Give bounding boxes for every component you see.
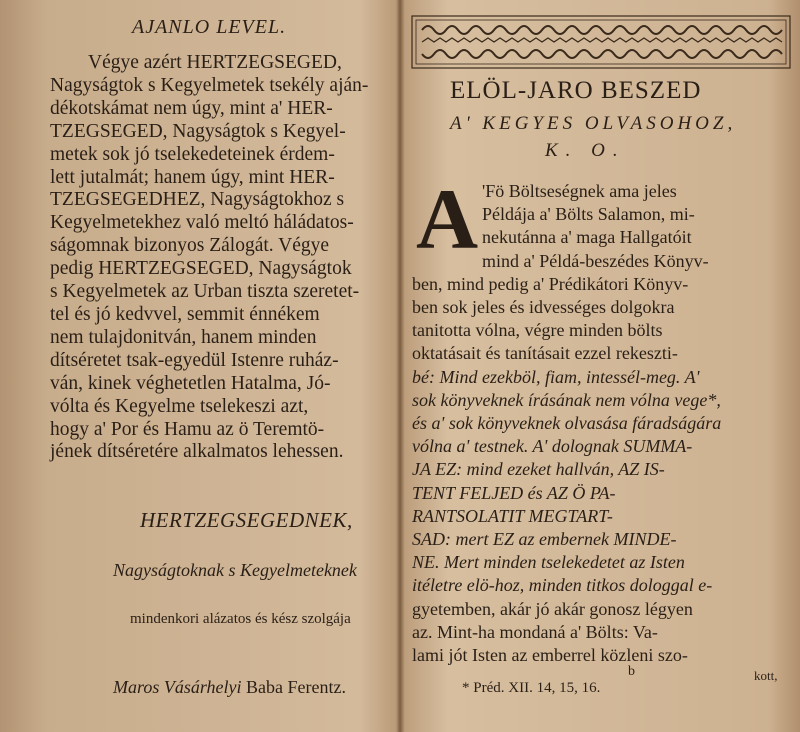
- text-line: dékotskámat nem úgy, mint a' HER-: [50, 97, 333, 119]
- text-line: 'Fö Böltseségnek ama jeles: [482, 181, 677, 201]
- text-line: vólta és Kegyelme tselekeszi azt,: [50, 395, 309, 417]
- text-line: és a' sok könyveknek olvasása fáradságára: [412, 413, 722, 434]
- dedication-text: [50, 52, 393, 464]
- addressee-line-2: Nagyságtoknak s Kegyelmeteknek: [113, 560, 357, 580]
- text-line: Nagyságtok s Kegyelmetek tsekély aján-: [50, 74, 369, 96]
- text-line: TZEGSEGEDHEZ, Nagyságtokhoz s: [50, 189, 345, 211]
- text-line: TZEGSEGED, Nagyságtok s Kegyel-: [50, 120, 346, 142]
- text-line: mind a' Példá-beszédes Könyv-: [482, 250, 709, 271]
- text-line: Példája a' Bölts Salamon, mi-: [482, 204, 695, 225]
- place-name: Maros Vásárhelyi: [113, 677, 242, 697]
- text-line: nem tulajdonitván, hanem minden: [50, 326, 317, 348]
- text-line: nekutánna a' maga Hallgatóit: [482, 227, 692, 248]
- text-line: az. Mint-ha mondaná a' Bölts: Va-: [412, 621, 658, 642]
- text-line: vólna a' testnek. A' dolognak SUMMA-: [412, 436, 693, 457]
- text-line: JA EZ: mind ezeket hallván, AZ IS-: [412, 459, 665, 480]
- catchword: kott,: [754, 668, 778, 683]
- preface-text: [412, 180, 794, 667]
- text-line: ben, mind pedig a' Prédikátori Könyv-: [412, 273, 689, 294]
- text-line: gyetemben, akár jó akár gonosz légyen: [412, 598, 693, 619]
- addressee: HERTZEGSEGEDNEK,: [140, 508, 353, 532]
- text-line: lami jót Isten az emberrel közleni szo-: [412, 645, 688, 666]
- text-line: sok könyveknek írásának nem vólna vege*,: [412, 389, 721, 410]
- ornament-header-icon: [410, 14, 792, 70]
- page-subtitle: A' KEGYES OLVASOHOZ,: [450, 113, 737, 134]
- text-line: dítséretet tsak-egyedül Istenre ruház-: [50, 349, 339, 371]
- text-line: itéletre elö-hoz, minden titkos dologgal e-: [412, 575, 713, 596]
- signature-line: [113, 677, 346, 698]
- text-line: s Kegyelmetek az Urban tiszta szeretet-: [50, 281, 360, 303]
- drop-cap: A: [416, 171, 479, 267]
- text-line: jének dítséretére alkalmatos lehessen.: [50, 441, 344, 463]
- text-line: bé: Mind ezekböl, fiam, intessél-meg. A': [412, 366, 700, 387]
- text-line: NE. Mert minden tselekedetet az Isten: [412, 552, 685, 573]
- text-line: tanitotta vólna, végre minden bölts: [412, 320, 663, 341]
- text-line: RANTSOLATIT MEGTART-: [412, 505, 613, 526]
- servant-line: mindenkori alázatos és kész szolgája: [130, 611, 351, 627]
- signature-mark: b: [628, 664, 635, 679]
- page-title: ELÖL-JARO BESZED: [450, 77, 702, 104]
- text-line: oktatásait és tanításait ezzel rekeszti-: [412, 343, 678, 364]
- page-subtitle-2: K. O.: [545, 140, 626, 161]
- text-line: ván, kinek véghetetlen Hatalma, Jó-: [50, 372, 331, 394]
- text-line: metek sok jó tselekedeteinek érdem-: [50, 143, 335, 165]
- text-line: pedig HERTZEGSEGED, Nagyságtok: [50, 258, 352, 280]
- text-line: lett jutalmát; hanem úgy, mint HER-: [50, 166, 335, 188]
- text-line: Kegyelmetekhez való meltó háládatos-: [50, 212, 354, 234]
- text-line: ságomnak bizonyos Zálogát. Végye: [50, 235, 330, 257]
- text-line: ben sok jeles és idvességes dolgokra: [412, 297, 675, 318]
- running-head: AJANLO LEVEL.: [132, 16, 287, 38]
- text-line: hogy a' Por és Hamu az ö Teremtö-: [50, 418, 325, 440]
- text-line: Végye azért HERTZEGSEGED,: [88, 52, 342, 73]
- signer-name: Baba Ferentz.: [246, 677, 346, 697]
- text-line: SAD: mert EZ az embernek MINDE-: [412, 529, 677, 550]
- right-page: [402, 0, 800, 732]
- text-line: TENT FELJED és AZ Ö PA-: [412, 482, 616, 503]
- text-line: tel és jó kedvvel, semmit énnékem: [50, 303, 320, 325]
- footnote: * Préd. XII. 14, 15, 16.: [462, 680, 601, 696]
